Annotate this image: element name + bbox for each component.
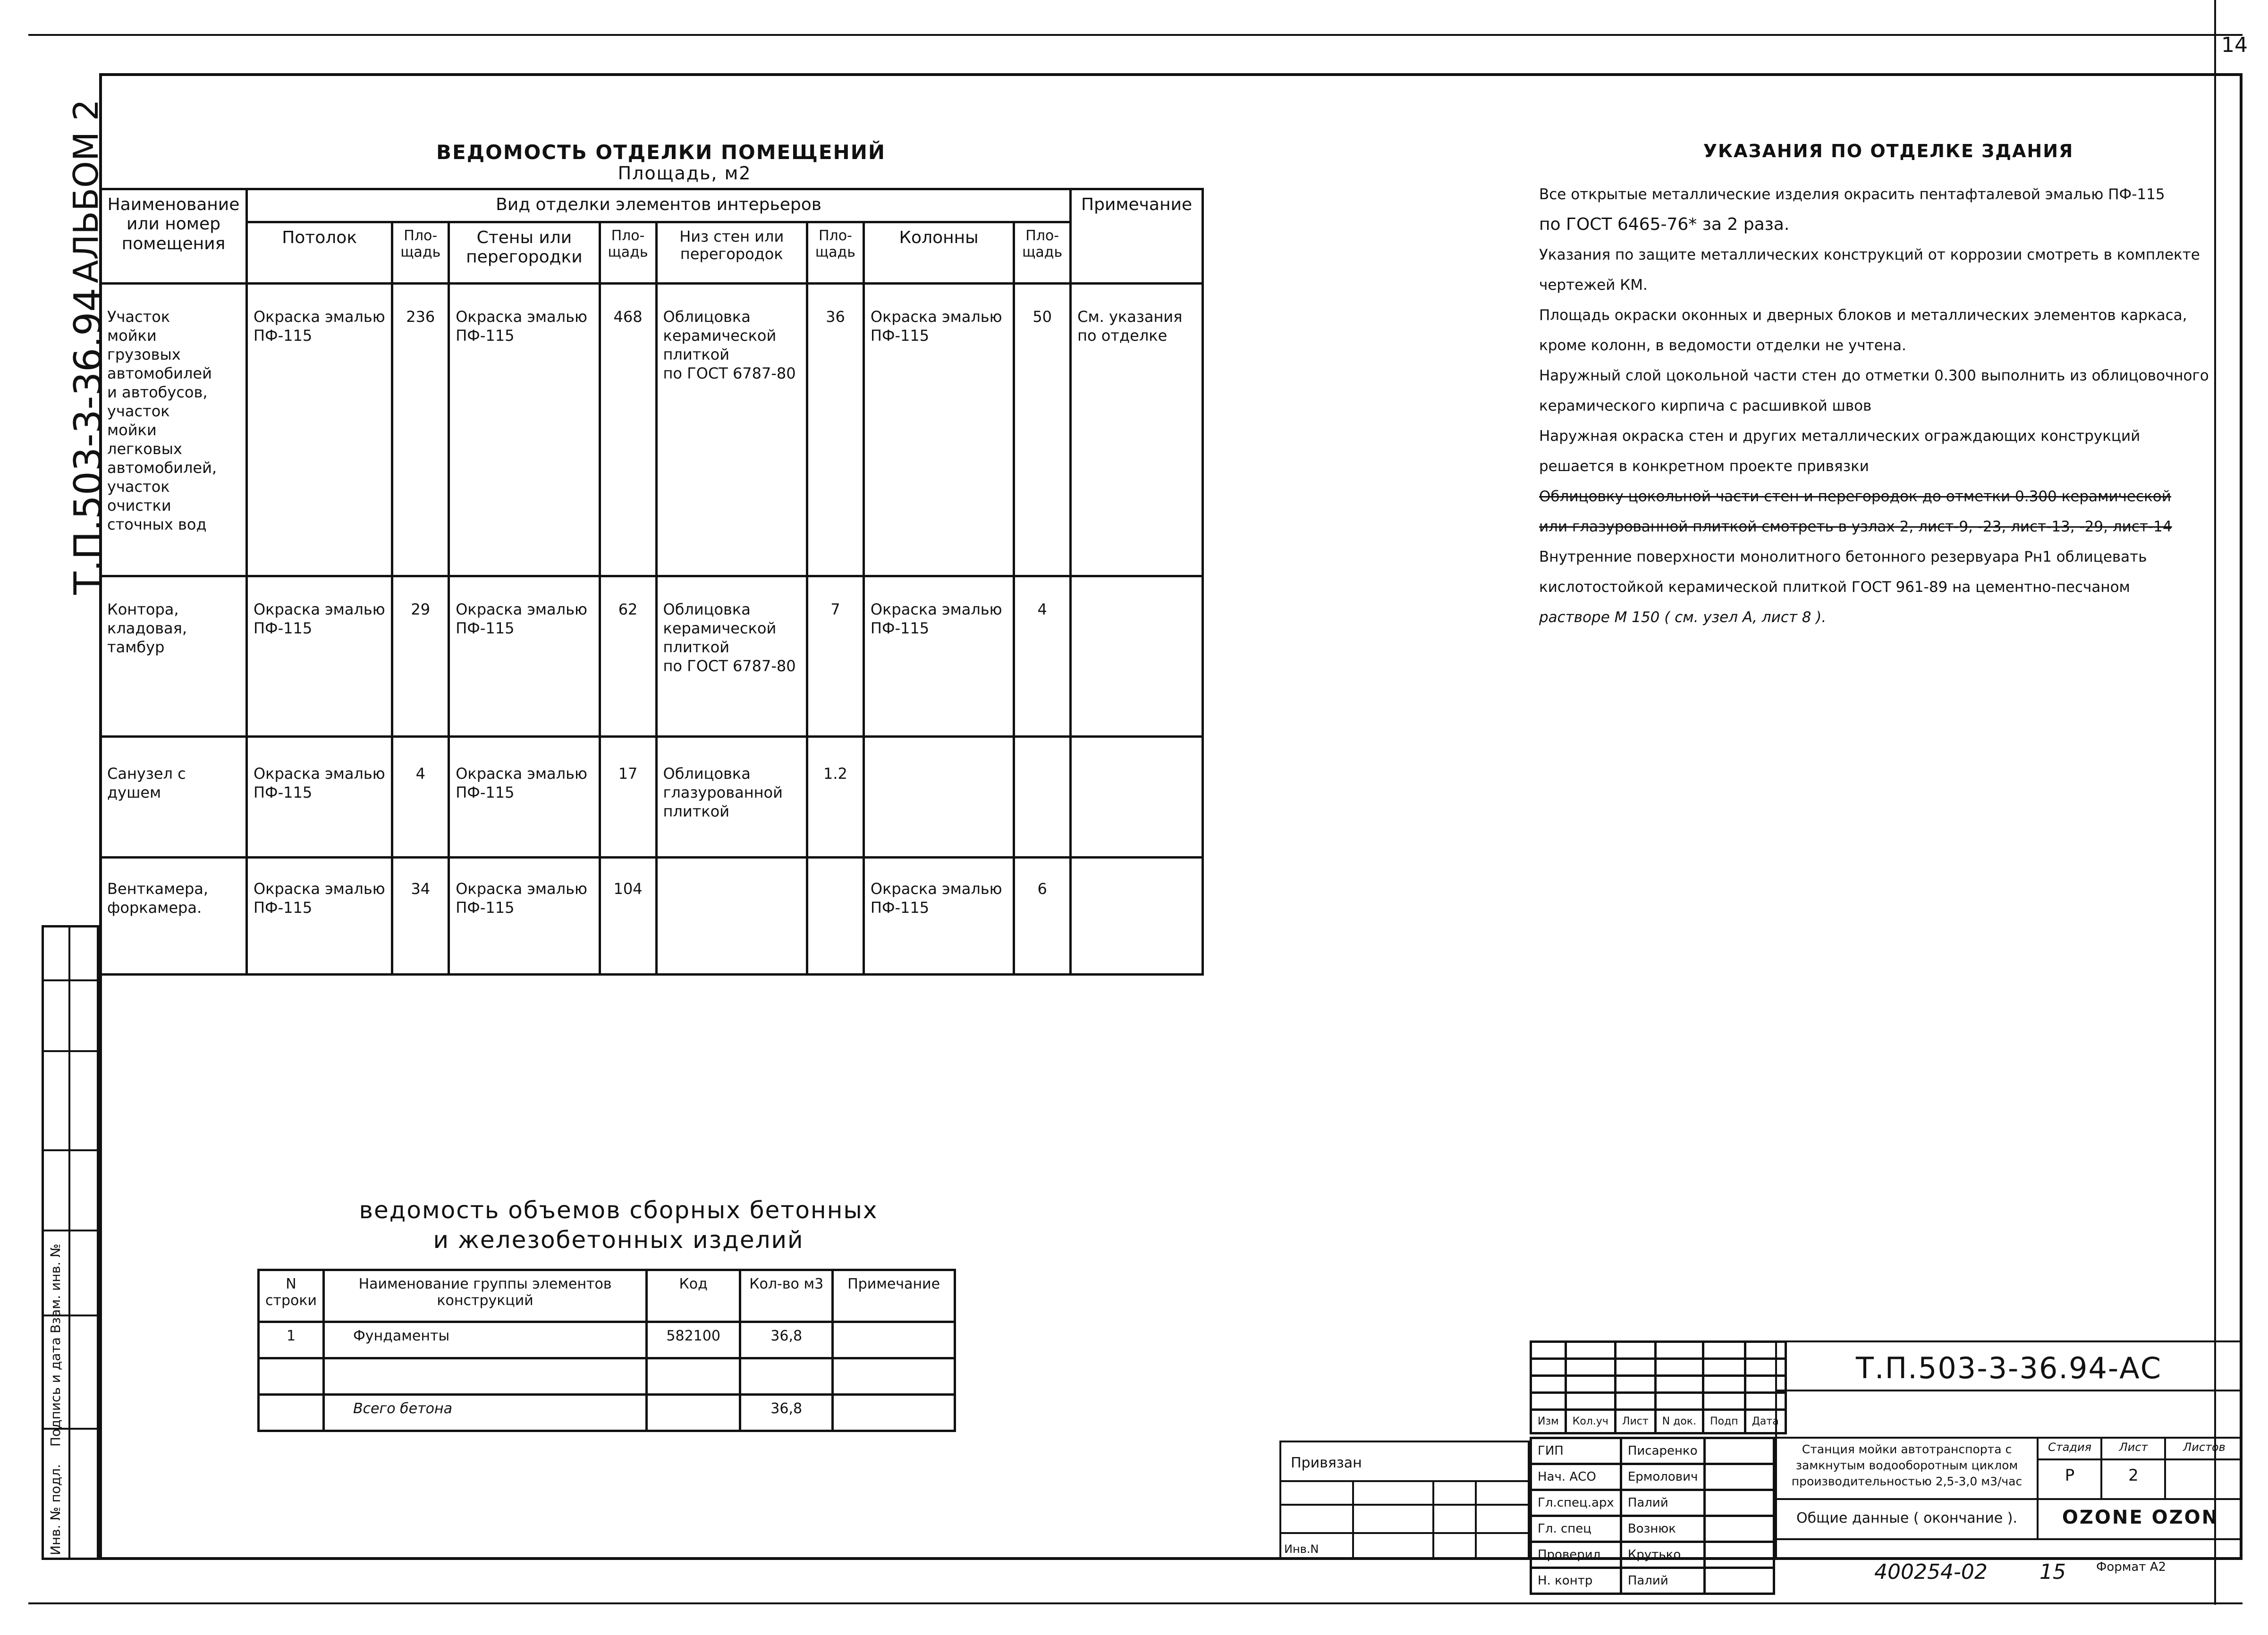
code (647, 1358, 740, 1395)
person-name: Крутько (1621, 1542, 1705, 1568)
ceiling-finish: Окраска эмалью ПФ-115 (246, 737, 392, 858)
columns-finish: Окраска эмалью ПФ-115 (863, 284, 1014, 576)
instruction-line: Наружный слой цокольной части стен до отметки 0.300 выполнить из облицовочного (1539, 367, 2209, 384)
code (647, 1395, 740, 1431)
side-stamp-row-line (44, 1149, 97, 1151)
col-doc: N док. (1655, 1410, 1703, 1433)
lower-walls-area (807, 858, 863, 975)
role: Н. контр (1531, 1568, 1621, 1594)
walls-area: 62 (600, 576, 656, 737)
room-name: Санузел с душем (101, 737, 247, 858)
row-number (259, 1358, 324, 1395)
ceiling-area: 34 (392, 858, 449, 975)
title-row-line (2037, 1458, 2241, 1460)
instructions-title: УКАЗАНИЯ ПО ОТДЕЛКЕ ЗДАНИЯ (1703, 141, 2074, 161)
concrete-table (257, 1269, 956, 1432)
columns-area: 6 (1014, 858, 1071, 975)
binding-row-line (1281, 1504, 1528, 1506)
signature (1705, 1516, 1774, 1542)
table-row (101, 576, 1203, 737)
ceiling-finish: Окраска эмалью ПФ-115 (246, 858, 392, 975)
signature (1705, 1438, 1774, 1464)
archive-sheet: 15 (2040, 1560, 2066, 1584)
archive-number: 400254-02 (1874, 1560, 1988, 1584)
person-name: Палий (1621, 1568, 1705, 1594)
room-note: См. указания по отделке (1071, 284, 1203, 576)
side-stamp-sign: Подпись и дата (48, 1337, 63, 1447)
role: ГИП (1531, 1438, 1621, 1464)
col-ceiling-area: Пло-щадь (392, 222, 449, 284)
table-row (101, 737, 1203, 858)
project-name: Станция мойки автотранспорта с замкнутым водооборотным циклом производительностью 2,5-3,0 м3/час (1791, 1442, 2023, 1488)
person-name: Вознюк (1621, 1516, 1705, 1542)
instruction-line: кроме колонн, в ведомости отделки не учтена. (1539, 337, 1906, 354)
col-note: Примечание (1071, 189, 1203, 284)
binding-col-line (1432, 1480, 1434, 1558)
binding-row-line (1281, 1532, 1528, 1534)
side-stamp-inv: Инв. № подл. (48, 1464, 63, 1555)
columns-area: 4 (1014, 576, 1071, 737)
table-row (101, 284, 1203, 576)
col-sign: Подп (1703, 1410, 1745, 1433)
group-name: Всего бетона (323, 1395, 646, 1431)
title-row-line (1777, 1390, 2241, 1391)
ceiling-finish: Окраска эмалью ПФ-115 (246, 576, 392, 737)
col-walls-area: Пло-щадь (600, 222, 656, 284)
columns-finish: Окраска эмалью ПФ-115 (863, 858, 1014, 975)
ceiling-area: 4 (392, 737, 449, 858)
instruction-line: Площадь окраски оконных и дверных блоков и металлических элементов каркаса, (1539, 307, 2187, 324)
lower-walls-area: 36 (807, 284, 863, 576)
project-side-label: Т.П.503-3-36.94 (66, 287, 110, 595)
note (833, 1395, 955, 1431)
walls-finish: Окраска эмалью ПФ-115 (449, 858, 600, 975)
col-room: Наименование или номер помещения (101, 189, 247, 284)
finishing-table-title: ВЕДОМОСТЬ ОТДЕЛКИ ПОМЕЩЕНИЙ (436, 141, 886, 164)
title-row-line (1777, 1498, 2241, 1500)
col-columns: Колонны (863, 222, 1014, 284)
columns-finish: Окраска эмалью ПФ-115 (863, 576, 1014, 737)
inventory-label: Инв.N (1284, 1542, 1319, 1556)
finishing-table (99, 188, 1204, 976)
side-stamp-row-line (44, 1230, 97, 1231)
lower-walls-finish (656, 858, 807, 975)
walls-finish: Окраска эмалью ПФ-115 (449, 576, 600, 737)
side-stamp-replace: Взам. инв. № (48, 1243, 63, 1333)
sheet-label: Лист (2119, 1441, 2148, 1454)
title-right-block (1775, 1340, 2243, 1560)
table-row (259, 1358, 955, 1395)
quantity: 36,8 (740, 1322, 833, 1358)
instructions-text (1539, 179, 2209, 632)
top-trim-line (28, 34, 2243, 36)
title-row-line (1777, 1538, 2241, 1540)
columns-area (1014, 737, 1071, 858)
page-number: 14 (2221, 33, 2248, 57)
lower-walls-area: 7 (807, 576, 863, 737)
lower-walls-finish: Облицовка керамической плиткой по ГОСТ 6787-80 (656, 576, 807, 737)
quantity: 36,8 (740, 1395, 833, 1431)
room-note (1071, 858, 1203, 975)
ceiling-area: 29 (392, 576, 449, 737)
document-code: Т.П.503-3-36.94-АС (1855, 1351, 2162, 1385)
row-number (259, 1395, 324, 1431)
signature (1705, 1464, 1774, 1490)
instruction-line: керамического кирпича с расшивкой швов (1539, 397, 1872, 414)
instruction-line: Наружная окраска стен и других металлических ограждающих конструкций (1539, 428, 2141, 445)
signatures-grid (1530, 1437, 1775, 1595)
signature (1705, 1568, 1774, 1594)
col-quantity: Кол-во м3 (740, 1270, 833, 1322)
album-label: АЛЬБОМ 2 (66, 99, 106, 283)
binding-row-line (1281, 1480, 1528, 1482)
role: Гл. спец (1531, 1516, 1621, 1542)
side-stamp-row-line (44, 979, 97, 981)
binding-col-line (1475, 1480, 1477, 1558)
note (833, 1322, 955, 1358)
group-name (323, 1358, 646, 1395)
instruction-line: Облицовку цокольной части стен и перегородок до отметки 0.300 керамической (1539, 488, 2171, 505)
lower-walls-finish: Облицовка глазурованной плиткой (656, 737, 807, 858)
concrete-table-title-1: ведомость объемов сборных бетонных (359, 1197, 878, 1224)
room-name: Участок мойки грузовых автомобилей и автобусов, участок мойки легковых автомобилей, участок очистки сточных вод (101, 284, 247, 576)
revision-grid (1530, 1340, 1787, 1434)
instruction-line: Все открытые металлические изделия окрасить пентафталевой эмалью ПФ-115 (1539, 186, 2165, 203)
walls-finish: Окраска эмалью ПФ-115 (449, 284, 600, 576)
role: Нач. АСО (1531, 1464, 1621, 1490)
instruction-line: Внутренние поверхности монолитного бетонного резервуара Рн1 облицевать (1539, 548, 2147, 565)
paper-format: Формат А2 (2096, 1560, 2166, 1574)
person-name: Писаренко (1621, 1438, 1705, 1464)
lower-walls-finish: Облицовка керамической плиткой по ГОСТ 6787-80 (656, 284, 807, 576)
code: 582100 (647, 1322, 740, 1358)
walls-area: 468 (600, 284, 656, 576)
table-row (259, 1322, 955, 1358)
col-row-number: N строки (259, 1270, 324, 1322)
col-ceiling: Потолок (246, 222, 392, 284)
person-name: Ермолович (1621, 1464, 1705, 1490)
instruction-line: или глазурованной плиткой смотреть в узлах 2, лист-9, -23, лист-13, -29, лист-14 (1539, 518, 2172, 535)
role: Гл.спец.арх (1531, 1490, 1621, 1516)
title-col-line (2100, 1437, 2102, 1498)
col-date: Дата (1745, 1410, 1786, 1433)
col-lower-walls-area: Пло-щадь (807, 222, 863, 284)
concrete-table-title-2: и железобетонных изделий (433, 1226, 804, 1254)
sheet-value: 2 (2128, 1466, 2139, 1485)
note (833, 1358, 955, 1395)
col-list: Лист (1615, 1410, 1655, 1433)
group-name: Фундаменты (323, 1322, 646, 1358)
col-group-name: Наименование группы элементов конструкций (323, 1270, 646, 1322)
room-name: Венткамера, форкамера. (101, 858, 247, 975)
walls-area: 17 (600, 737, 656, 858)
col-izm: Изм (1531, 1410, 1566, 1433)
instruction-line: кислотостойкой керамической плиткой ГОСТ 961-89 на цементно-песчаном (1539, 579, 2130, 596)
binding-col-line (1352, 1480, 1354, 1558)
ceiling-area: 236 (392, 284, 449, 576)
ceiling-finish: Окраска эмалью ПФ-115 (246, 284, 392, 576)
sheets-label: Листов (2183, 1441, 2226, 1454)
columns-finish (863, 737, 1014, 858)
binding-block (1279, 1441, 1530, 1560)
stage-label: Стадия (2048, 1441, 2092, 1454)
col-columns-area: Пло-щадь (1014, 222, 1071, 284)
group-header: Вид отделки элементов интерьеров (246, 189, 1070, 222)
col-lower-walls: Низ стен или перегородок (656, 222, 807, 284)
walls-finish: Окраска эмалью ПФ-115 (449, 737, 600, 858)
instruction-line: Указания по защите металлических конструкций от коррозии смотреть в комплекте (1539, 246, 2200, 263)
side-stamp-row-line (44, 1050, 97, 1052)
side-stamp-divider (68, 927, 70, 1558)
room-note (1071, 737, 1203, 858)
signature (1705, 1490, 1774, 1516)
title-col-line (2164, 1437, 2166, 1498)
stage-value: Р (2065, 1466, 2075, 1485)
quantity (740, 1358, 833, 1395)
instruction-line: растворе М 150 ( см. узел А, лист 8 ). (1539, 609, 1827, 626)
company-logo: OZONE OZON (2062, 1507, 2219, 1528)
binding-label: Привязан (1291, 1455, 1362, 1471)
finishing-table-subtitle: Площадь, м2 (618, 163, 752, 184)
table-row (101, 858, 1203, 975)
instruction-line: решается в конкретном проекте привязки (1539, 458, 1869, 475)
bottom-trim-line (28, 1602, 2243, 1604)
walls-area: 104 (600, 858, 656, 975)
room-name: Контора, кладовая, тамбур (101, 576, 247, 737)
role: Проверил (1531, 1542, 1621, 1568)
person-name: Палий (1621, 1490, 1705, 1516)
col-note: Примечание (833, 1270, 955, 1322)
sheet-title: Общие данные ( окончание ). (1796, 1510, 2018, 1526)
col-walls: Стены или перегородки (449, 222, 600, 284)
room-note (1071, 576, 1203, 737)
columns-area: 50 (1014, 284, 1071, 576)
title-col-line (2037, 1498, 2039, 1538)
col-kol-uch: Кол.уч (1566, 1410, 1615, 1433)
col-code: Код (647, 1270, 740, 1322)
title-row-line (1777, 1437, 2241, 1439)
row-number: 1 (259, 1322, 324, 1358)
side-stamp (42, 925, 99, 1560)
table-row (259, 1395, 955, 1431)
instruction-line: чертежей КМ. (1539, 277, 1648, 294)
title-col-line (2037, 1437, 2039, 1498)
signature (1705, 1542, 1774, 1568)
instruction-line: по ГОСТ 6465-76* за 2 раза. (1539, 215, 1790, 234)
lower-walls-area: 1.2 (807, 737, 863, 858)
